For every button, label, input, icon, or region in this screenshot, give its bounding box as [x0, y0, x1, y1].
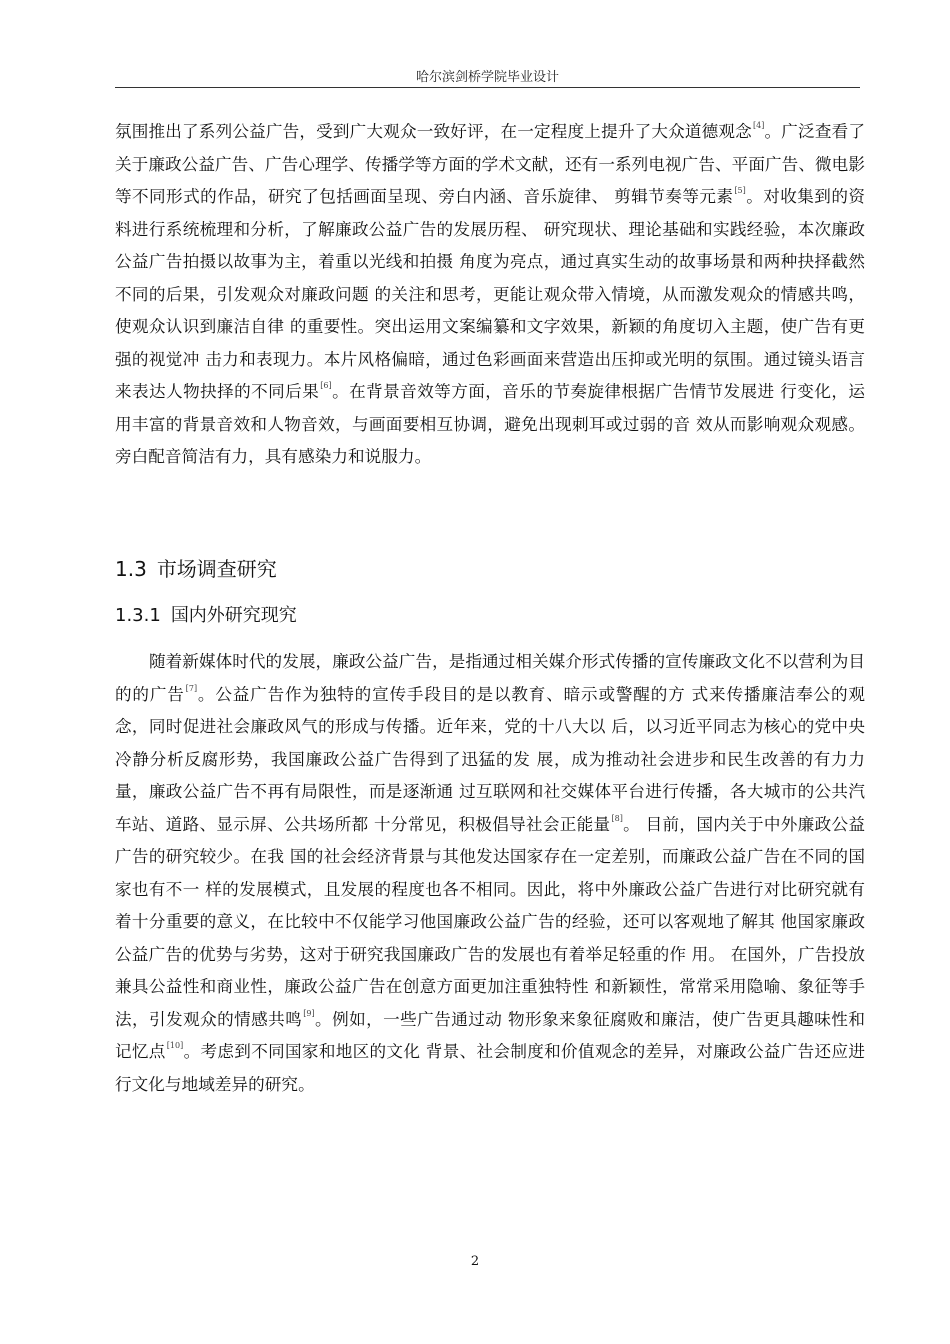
page-number: 2	[470, 1254, 480, 1269]
page-header: 哈尔滨剑桥学院毕业设计	[415, 70, 559, 85]
paragraph-text: 。对收集到的资料进行系统梳理和分析，了解廉政公益广告的发展历程、 研究现状、理论基础和实践经验，本次廉政公益广告拍摄以故事为主，着重以光线和拍摄 角度为亮点，通过真实生动的故事场景和两种抉择截然不同的后果，引发观众对廉政问题 的关注和思考，更能让观众带入情境，从而激发观众的情感共鸣，使观众认识到廉洁自律 的重要性。突出运用文案编纂和文字效果，新颖的角度切入主题，使广告有更强的视觉冲 击力和表现力。本片风格偏暗，通过色彩画面来营造出压抑或光明的氛围。通过镜头语言 来表达人物抉择的不同后果	[115, 187, 865, 401]
body-paragraph-1	[115, 116, 865, 474]
citation: [8]	[611, 813, 623, 823]
paragraph-text: 。考虑到不同国家和地区的文化 背景、社会制度和价值观念的差异，对廉政公益广告还应进行文化与地域差异的研究。	[115, 1042, 866, 1094]
paragraph-text: 。例如，一些广告通过动 物形象来象征腐败和廉洁，使广告更具趣味性和记忆点	[115, 1009, 865, 1061]
paragraph-text: 氛围推出了系列公益广告，受到广大观众一致好评，在一定程度上提升了大众道德观念	[115, 122, 752, 141]
paragraph-text: 。 目前，国内关于中外廉政公益广告的研究较少。在我 国的社会经济背景与其他发达国家存在一定差别，而廉政公益广告在不同的国家也有不一 样的发展模式，且发展的程度也各不相同。因此，将中外廉政公益广告进行对比研究就有 着十分重要的意义，在比较中不仅能学习他国廉政公益广告的经验，还可以客观地了解其 他国家廉政公益广告的优势与劣势，这对于研究我国廉政广告的发展也有着举足轻重的作 用。 在国外，广告投放兼具公益性和商业性，廉政公益广告在创意方面更加注重独特性 和新颖性，常常采用隐喻、象征等手法，引发观众的情感共鸣	[115, 814, 865, 1029]
section-number: 1.3	[115, 557, 147, 581]
citation: [5]	[734, 186, 746, 195]
section-title: 市场调查研究	[156, 557, 277, 581]
citation: [9]	[303, 1008, 315, 1018]
citation: [7]	[185, 683, 198, 693]
citation: [10]	[166, 1041, 184, 1050]
paragraph-text: 。公益广告作为独特的宣传手段目的是以教育、暗示或警醒的方 式来传播廉洁奉公的观念，同时促进社会廉政风气的形成与传播。近年来，党的十八大以 后，以习近平同志为核心的党中央冷静分析反腐形势，我国廉政公益广告得到了迅猛的发 展，成为推动社会进步和民生改善的有力力量，廉政公益广告不再有局限性，而是逐渐通 过互联网和社交媒体平台进行传播，各大城市的公共汽车站、道路、显示屏、公共场所都 十分常见，积极倡导社会正能量	[115, 684, 865, 834]
body-paragraph-2	[115, 646, 865, 1101]
subsection-heading	[115, 601, 297, 627]
citation: [4]	[752, 121, 765, 130]
header-divider	[115, 87, 860, 88]
paragraph-text: 随着新媒体时代的发展，廉政公益广告，是指通过相关媒介形式传播的宣传廉政文化不以营利为目的的广告	[115, 652, 865, 704]
paragraph-text: 。广泛查看了关于廉政公益广告、广告心理学、传播学等方面的学术文献，还有一系列电视广告、平面广告、微电影等不同形式的作品，研究了包括画面呈现、旁白内涵、音乐旋律、 剪辑节奏等元素	[115, 122, 865, 206]
subsection-title: 国内外研究现究	[170, 605, 297, 626]
section-heading	[115, 553, 277, 582]
citation: [6]	[320, 381, 332, 390]
subsection-number: 1.3.1	[115, 605, 161, 626]
paragraph-text: 。在背景音效等方面，音乐的节奏旋律根据广告情节发展进 行变化，运用丰富的背景音效和人物音效，与画面要相互协调，避免出现刺耳或过弱的音 效从而影响观众观感。旁白配音简洁有力，具有感染力和说服力。	[115, 382, 865, 466]
